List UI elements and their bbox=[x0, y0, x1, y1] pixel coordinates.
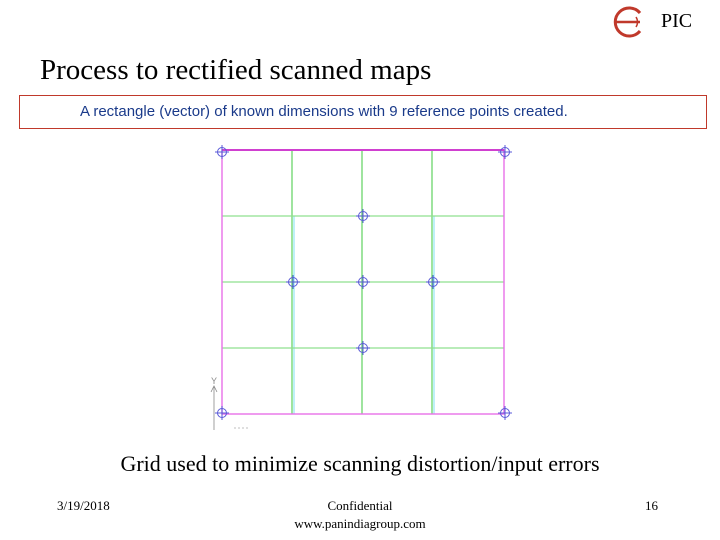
figure-subcaption: Grid used to minimize scanning distortion/input errors bbox=[120, 451, 600, 476]
reference-point-marker bbox=[356, 341, 370, 355]
reference-point-marker bbox=[498, 406, 512, 420]
pic-logo-icon bbox=[610, 4, 646, 40]
page-number: 16 bbox=[645, 498, 658, 513]
reference-point-marker bbox=[498, 145, 512, 159]
footer-date: 3/19/2018 bbox=[57, 498, 110, 513]
reference-grid bbox=[200, 136, 520, 436]
caption-box bbox=[19, 95, 707, 129]
reference-point-marker bbox=[426, 275, 440, 289]
axis-label: Y bbox=[211, 376, 218, 386]
reference-point-marker bbox=[286, 275, 300, 289]
reference-point-marker bbox=[215, 145, 229, 159]
slide-title: Process to rectified scanned maps bbox=[40, 54, 432, 86]
footer-confidential: Confidential bbox=[327, 498, 393, 513]
footer-website: www.panindiagroup.com bbox=[294, 516, 426, 531]
reference-point-marker bbox=[215, 406, 229, 420]
reference-point-marker bbox=[356, 209, 370, 223]
footer-center bbox=[260, 497, 460, 533]
caption-text: A rectangle (vector) of known dimensions with 9 reference points created. bbox=[80, 103, 568, 120]
reference-point-marker bbox=[356, 275, 370, 289]
brand-name: PIC bbox=[661, 10, 693, 32]
